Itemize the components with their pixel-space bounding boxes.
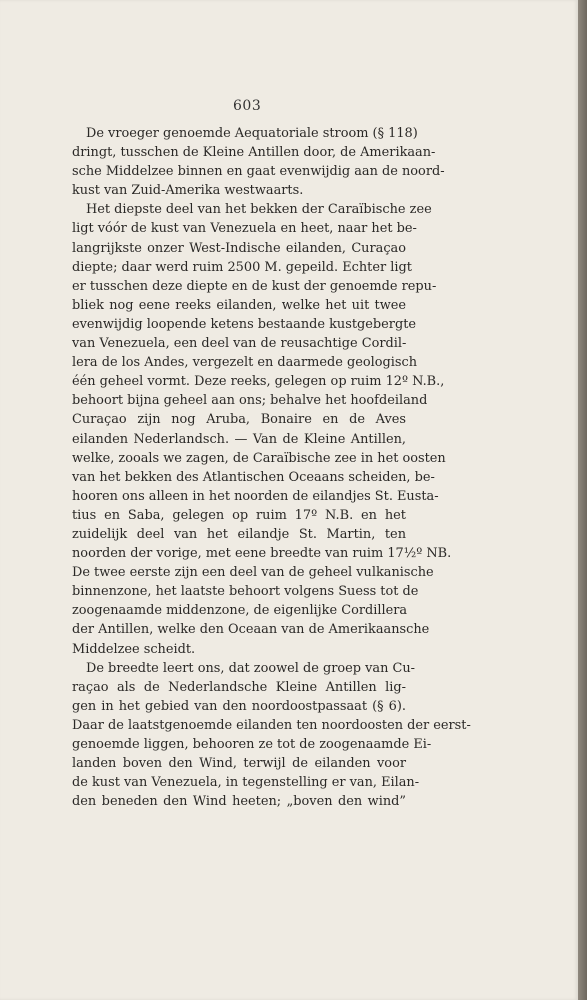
text-line: gen in het gebied van den noordoostpassaat (§ 6). (72, 698, 406, 714)
text-line: Middelzee scheidt. (72, 641, 196, 657)
text-line: Het diepste deel van het bekken der Caraïbische zee (86, 202, 432, 218)
text-line: Daar de laatstgenoemde eilanden ten noordoosten der eerst- (72, 717, 471, 733)
text-line: behoort bijna geheel aan ons; behalve het hoofdeiland (72, 393, 428, 409)
text-line: De twee eerste zijn een deel van de geheel vulkanische (72, 565, 434, 581)
text-line: sche Middelzee binnen en gaat evenwijdig aan de noord- (72, 164, 445, 180)
text-line: zuidelijk deel van het eilandje St. Martin, ten (72, 526, 406, 542)
page-edge (578, 0, 587, 1000)
text-line: van Venezuela, een deel van de reusachtige Cordil- (72, 336, 407, 352)
text-line: binnenzone, het laatste behoort volgens Suess tot de (72, 584, 419, 600)
text-line: er tusschen deze diepte en de kust der genoemde repu- (72, 278, 437, 294)
text-line: landen boven den Wind, terwijl de eilanden voor (72, 756, 406, 772)
page-number: 603 (233, 98, 262, 114)
text-line: kust van Zuid-Amerika westwaarts. (72, 183, 304, 199)
text-line: De breedte leert ons, dat zoowel de groep van Cu- (86, 660, 416, 676)
text-line: lera de los Andes, vergezelt en daarmede geologisch (72, 355, 418, 371)
text-line: zoogenaamde middenzone, de eigenlijke Cordillera (72, 603, 408, 619)
text-line: welke, zooals we zagen, de Caraïbische zee in het oosten (72, 450, 446, 466)
text-line: dringt, tusschen de Kleine Antillen door, de Amerikaan- (72, 145, 436, 161)
text-line: noorden der vorige, met eene breedte van ruim 17½º NB. (72, 546, 452, 562)
text-line: één geheel vormt. Deze reeks, gelegen op ruim 12º N.B., (72, 374, 445, 390)
text-line: eilanden Nederlandsch. — Van de Kleine Antillen, (72, 431, 406, 447)
text-line: raçao als de Nederlandsche Kleine Antillen lig- (72, 679, 406, 695)
text-line: ligt vóór de kust van Venezuela en heet, naar het be- (72, 221, 417, 237)
text-line: langrijkste onzer West-Indische eilanden, Curaçao (72, 240, 406, 256)
text-line: den beneden den Wind heeten; „boven den wind” (72, 794, 406, 810)
text-line: der Antillen, welke den Oceaan van de Amerikaansche (72, 622, 430, 638)
text-line: evenwijdig loopende ketens bestaande kustgebergte (72, 316, 417, 332)
text-line: diepte; daar werd ruim 2500 M. gepeild. Echter ligt (72, 259, 412, 275)
text-line: Curaçao zijn nog Aruba, Bonaire en de Aves (72, 412, 406, 428)
text-line: tius en Saba, gelegen op ruim 17º N.B. en het (72, 507, 406, 523)
text-line: de kust van Venezuela, in tegenstelling er van, Eilan- (72, 775, 420, 791)
text-line: genoemde liggen, behooren ze tot de zoogenaamde Ei- (72, 737, 432, 752)
text-line: De vroeger genoemde Aequatoriale stroom (§ 118) (86, 126, 418, 141)
text-line: bliek nog eene reeks eilanden, welke het uit twee (72, 297, 406, 313)
text-line: hooren ons alleen in het noorden de eilandjes St. Eusta- (72, 488, 439, 504)
text-line: van het bekken des Atlantischen Oceaans scheiden, be- (72, 469, 435, 485)
body-text (72, 124, 471, 811)
